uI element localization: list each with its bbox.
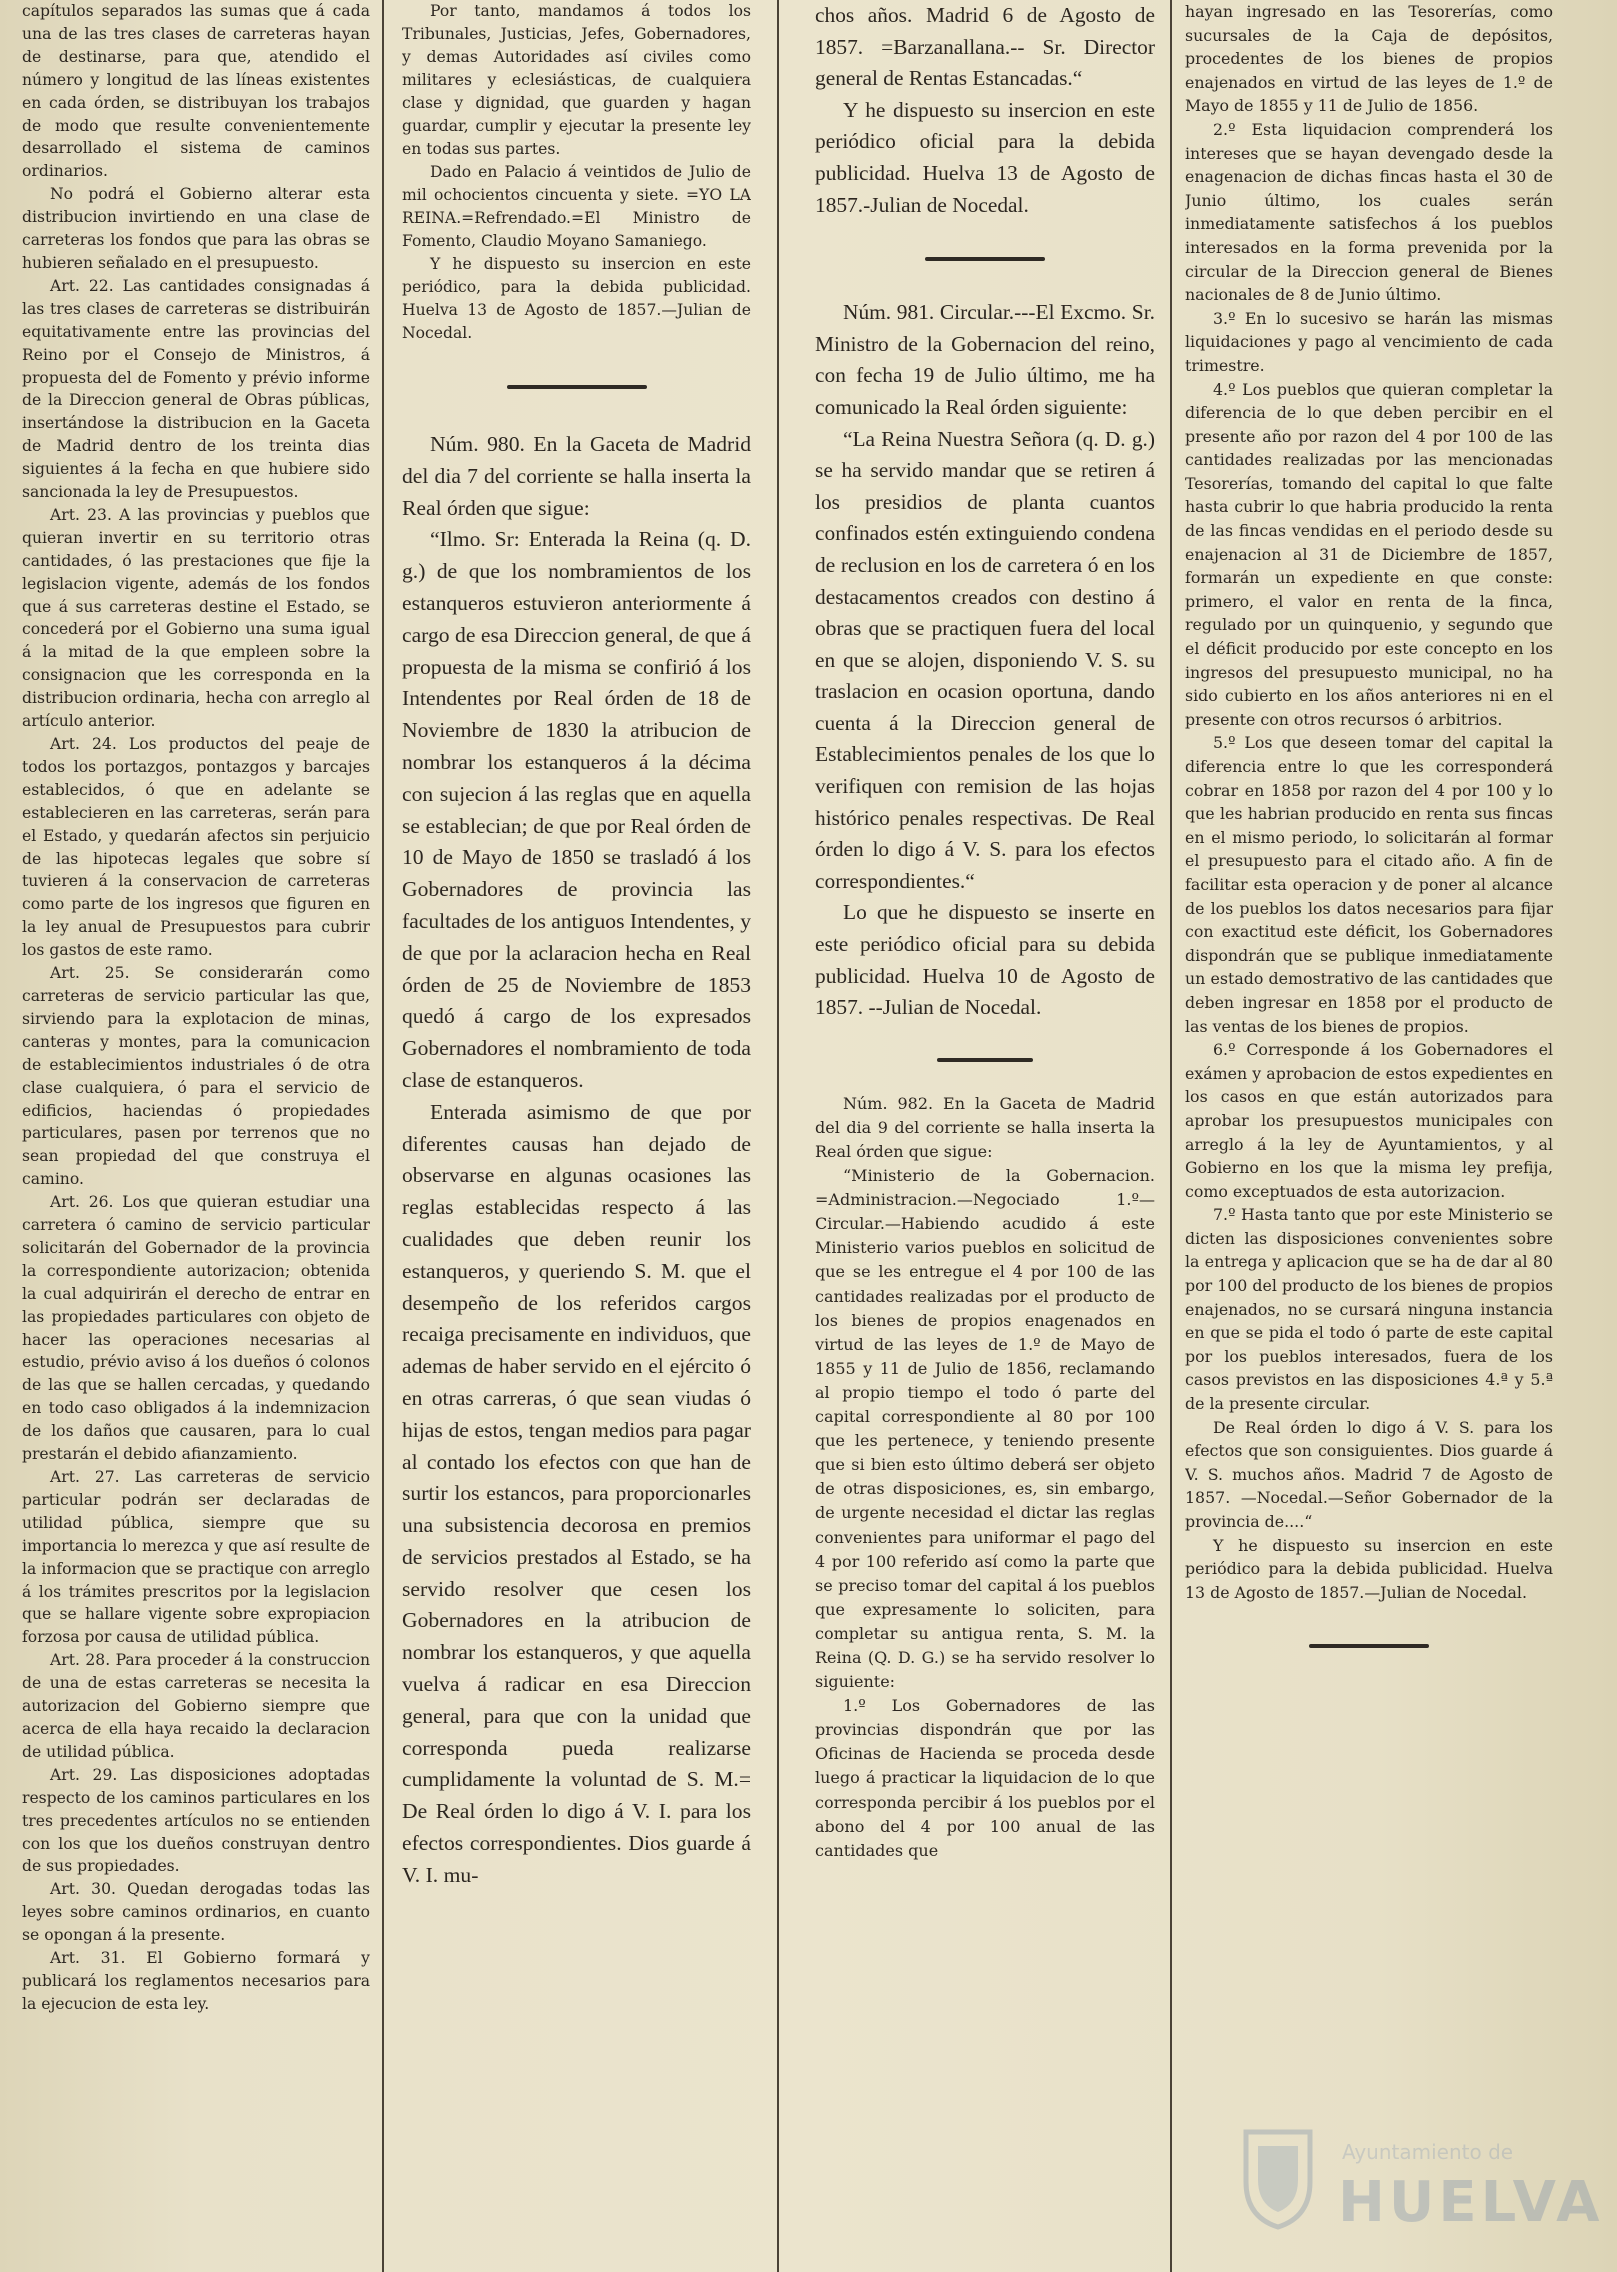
article-28: Art. 28. Para proceder á la construccion de una de estas carreteras se necesita la autorizacion del Gobierno siempre que acerca de ella haya recaido la declaracion de utilidad pública. [22,1651,370,1761]
col4-paragraph-1: hayan ingresado en las Tesorerías, como sucursales de la Caja de depósitos, procedentes de los bienes de propios enajenados en virtud de las leyes de 1.º de Mayo de 1855 y 11 de Julio de 1856. [1185,2,1553,116]
col1-paragraph-2: No podrá el Gobierno alterar esta distribucion invirtiendo en una clase de carreteras los fondos que para las obras se hubieren señalado en el presupuesto. [22,185,370,272]
article-23: Art. 23. A las provincias y pueblos que quieran invertir en su territorio otras cantidades, ó las prestaciones que fije la legislacion vigente, además de los fondos que á sus carreteras destine el Estado, se concederá por el Gobierno una suma igual á la mitad de la que empleen sobre la consignacion que les corresponda en la distribucion ordinaria, hecha con arreglo al artículo anterior. [22,505,370,731]
separator-rule [507,385,647,389]
notice-980-body-2: Enterada asimismo de que por diferentes causas han dejado de observarse en algunas ocasiones las reglas establecidas respecto á las cualidades que deben reunir los estanqueros, y queriendo S. M. que el desempeño de los referidos cargos recaiga precisamente en individuos, que ademas de haber servido en el ejército ó en otras carreras, ó que sean viudas ó hijas de estos, tengan medios para pagar al contado los efectos con que han de surtir los estancos, para proporcionarles una subsistencia decorosa en premios de servicios prestados al Estado, se ha servido resolver que cesen los Gobernadores en la atribucion de nombrar los estanqueros, y que aquella vuelva á radicar en esa Direccion general, para que con la unidad que corresponda pueda realizarse cumplidamente la voluntad de S. M.= De Real órden lo digo á V. I. para los efectos correspondientes. Dios guarde á V. I. mu- [402,1099,751,1887]
col3-paragraph-2: Y he dispuesto su insercion en este periódico oficial para la debida publicidad. Huelva 13 de Agosto de 1857.-Julian de Nocedal. [815,97,1155,217]
column-2 [402,0,751,2272]
separator-rule [937,1058,1033,1062]
notice-982-body: “Ministerio de la Gobernacion. =Administracion.—Negociado 1.º—Circular.—Habiendo acudido á este Ministerio varios pueblos en solicitud de que se les entregue el 4 por 100 de las cantidades realizadas por el producto de los bienes de propios enagenados en virtud de las leyes de 1.º de Mayo de 1855 y 11 de Julio de 1856, reclamando al propio tiempo el todo ó parte del capital correspondiente al 80 por 100 que les pertenece, y teniendo presente que si bien esto último deberá ser objeto de otras disposiciones, es, sin embargo, de urgente necesidad el dictar las reglas convenientes para uniformar el pago del 4 por 100 referido así como la parte que se preciso tomar del capital á los pueblos que expresamente lo soliciten, para completar su antigua renta, S. M. la Reina (Q. D. G.) se ha servido resolver lo siguiente: [815,1166,1155,1692]
article-27: Art. 27. Las carreteras de servicio particular podrán ser declaradas de utilidad pública, siempre que su importancia lo merezca y que así resulte de la informacion que se practique con arreglo á los trámites prescritos por la legislacion que se hallare vigente sobre expropiacion forzosa por causa de utilidad pública. [22,1468,370,1647]
article-22: Art. 22. Las cantidades consignadas á las tres clases de carreteras se distribuirán equitativamente entre las provincias del Reino por el Consejo de Ministros, á propuesta del de Fomento y prévio informe de la Direccion general de Obras públicas, insertándose la distribucion en la Gaceta de Madrid dentro de los treinta dias siguientes á la fecha en que hubiere sido sancionada la ley de Presupuestos. [22,276,370,502]
notice-981-heading: Núm. 981. Circular.---El Excmo. Sr. Ministro de la Gobernacion del reino, con fecha 19 de Julio último, me ha comunicado la Real órden siguiente: [815,300,1155,419]
article-31: Art. 31. El Gobierno formará y publicará los reglamentos necesarios para la ejecucion de esta ley. [22,1949,370,2013]
article-24: Art. 24. Los productos del peaje de todos los portazgos, pontazgos y barcajes establecidos, ó que en adelante se establecieren en las carreteras, serán para el Estado, y quedarán afectos sin perjuicio de las hipotecas legales que sobre sí tuvieren á la conservacion de carreteras como parte de los ingresos que figuren en la ley anual de Presupuestos para cubrir los gastos de este ramo. [22,735,370,960]
notice-981-body: “La Reina Nuestra Señora (q. D. g.) se ha servido mandar que se retiren á los presidios de planta cuantos confinados estén extinguiendo condena de reclusion en los de carretera ó en los destacamentos creados con destino á obras que se practiquen fuera del local en que se alojen, disponiendo V. S. su traslacion en ocasion oportuna, dando cuenta á la Direccion general de Establecimientos penales de los que lo verifiquen con remision de las hojas histórico penales respectivas. De Real órden lo digo á V. S. para los efectos correspondientes.“ [815,426,1155,893]
article-30: Art. 30. Quedan derogadas todas las leyes sobre caminos ordinarios, en cuanto se opongan á la presente. [22,1880,370,1945]
watermark-name: HUELVA [1338,2170,1604,2235]
publication-note: Y he dispuesto su insercion en este periódico para la debida publicidad. Huelva 13 de Agosto de 1857.—Julian de Nocedal. [1185,1535,1553,1602]
column-rule-2 [777,0,779,2272]
item-3: 3.º En lo sucesivo se harán las mismas liquidaciones y pago al vencimiento de cada trimestre. [1185,308,1553,375]
article-26: Art. 26. Los que quieran estudiar una carretera ó camino de servicio particular solicitarán del Gobernador de la provincia la correspondiente autorizacion; obtenida la cual adquirirán el derecho de entrar en las propiedades particulares con objeto de hacer las operaciones necesarias al estudio, prévio aviso á los dueños ó colonos de las que se hallen cercadas, y quedando en todo caso obligados á la indemnizacion de los daños que causaren, para lo cual prestarán el debido afianzamiento. [22,1193,370,1464]
col2-paragraph-1: Por tanto, mandamos á todos los Tribunales, Justicias, Jefes, Gobernadores, y demas Autoridades así civiles como militares y eclesiásticas, de cualquiera clase y dignidad, que guarden y hagan guardar, cumplir y ejecutar la presente ley en todas sus partes. [402,2,751,158]
article-29: Art. 29. Las disposiciones adoptadas respecto de los caminos particulares en los tres precedentes artículos no se entienden con los que los dueños construyan dentro de sus propiedades. [22,1765,370,1876]
notice-982-item-1: 1.º Los Gobernadores de las provincias dispondrán que por las Oficinas de Hacienda se proceda desde luego á practicar la liquidacion de lo que corresponda percibir á los pueblos por el abono del 4 por 100 anual de las cantidades que [815,1696,1155,1860]
notice-981-closing: Lo que he dispuesto se inserte en este periódico oficial para su debida publicidad. Huelva 10 de Agosto de 1857. --Julian de Nocedal. [815,900,1155,1020]
article-25: Art. 25. Se considerarán como carreteras de servicio particular las que, sirviendo para la explotacion de minas, canteras y montes, para la comunicacion de establecimientos industriales ó de otra clase cualquiera, ó para el servicio de edificios, haciendas ó propiedades particulares, pasen por terrenos que no sean propiedad del que construya el camino. [22,964,370,1189]
col3-paragraph-1: chos años. Madrid 6 de Agosto de 1857. =Barzanallana.-- Sr. Director general de Rentas Estancadas.“ [815,3,1155,91]
column-1 [22,0,370,2272]
watermark-caption: Ayuntamiento de [1342,2140,1514,2164]
notice-980-heading: Núm. 980. En la Gaceta de Madrid del dia 7 del corriente se halla inserta la Real órden que sigue: [402,432,751,520]
col2-paragraph-3: Y he dispuesto su insercion en este periódico, para la debida publicidad. Huelva 13 de Agosto de 1857.—Julian de Nocedal. [402,255,751,342]
column-4 [1185,0,1553,2272]
column-rule-1 [382,0,384,2272]
closing-formula: De Real órden lo digo á V. S. para los efectos que son consiguientes. Dios guarde á V. S. muchos años. Madrid 7 de Agosto de 1857. —Nocedal.—Señor Gobernador de la provincia de....“ [1185,1417,1553,1531]
item-7: 7.º Hasta tanto que por este Ministerio se dicten las disposiciones convenientes sobre la entrega y aplicacion que se ha de dar al 80 por 100 del producto de los bienes de propios enajenados, no se cursará ninguna instancia en que se pida el todo ó parte de este capital por los pueblos interesados, fuera de los casos previstos en las disposiciones 4.ª y 5.ª de la presente circular. [1185,1205,1553,1414]
column-3 [815,0,1155,2272]
huelva-watermark [1238,2122,1604,2242]
column-rule-3 [1170,0,1172,2272]
separator-rule [1309,1644,1429,1648]
col2-paragraph-2: Dado en Palacio á veintidos de Julio de mil ochocientos cincuenta y siete. =YO LA REINA.=Refrendado.=El Ministro de Fomento, Claudio Moyano Samaniego. [402,163,751,250]
item-5: 5.º Los que deseen tomar del capital la diferencia entre lo que les corresponderá cobrar en 1858 por razon del 4 por 100 y lo que les habrian producido en renta sus fincas en el mismo periodo, lo solicitarán al formar el presupuesto para el citado año. A fin de facilitar esta operacion y de poner al alcance de los pueblos los datos necesarios para fijar con exactitud este déficit, los Gobernadores dispondrán que se publique inmediatamente un estado demostrativo de las cantidades que deben ingresar en 1858 por el producto de las ventas de los bienes de propios. [1185,733,1553,1036]
coat-of-arms-icon [1238,2122,1318,2232]
item-2: 2.º Esta liquidacion comprenderá los intereses que se hayan devengado desde la enagenacion de dichas fincas hasta el 30 de Junio último, los cuales serán inmediatamente satisfechos á los pueblos interesados en la forma prevenida por la circular de la Direccion general de Bienes nacionales de 8 de Junio último. [1185,119,1553,305]
col1-paragraph-1: capítulos separados las sumas que á cada una de las tres clases de carreteras hayan de destinarse, para que, atendido el número y longitud de las líneas existentes en cada órden, se distribuyan los trabajos de modo que resulte convenientemente desarrollado el sistema de caminos ordinarios. [22,2,370,181]
item-4: 4.º Los pueblos que quieran completar la diferencia de lo que deben percibir en el presente año por razon del 4 por 100 de las cantidades realizadas por las mencionadas Tesorerías, tomando del capital lo que falte hasta cubrir lo que habria producido la renta de las fincas vendidas en el periodo desde su enajenacion al 31 de Diciembre de 1857, formarán un expediente en que conste: primero, el valor en renta de la finca, regulado por un quinquenio, y segundo que el déficit producido por este concepto en los ingresos del presupuesto municipal, no ha sido cubierto en los años anteriores ni en el presente con otros recursos ó arbitrios. [1185,379,1553,729]
notice-982-heading: Núm. 982. En la Gaceta de Madrid del dia 9 del corriente se halla inserta la Real órden que sigue: [815,1093,1155,1161]
item-6: 6.º Corresponde á los Gobernadores el exámen y aprobacion de estos expedientes en los casos en que están autorizados para aprobar los presupuestos municipales con arreglo á la ley de Ayuntamientos, y al Gobierno en los que la misma ley prefija, como exceptuados de esta autorizacion. [1185,1040,1553,1201]
separator-rule [925,257,1045,261]
notice-980-body-1: “Ilmo. Sr: Enterada la Reina (q. D. g.) de que los nombramientos de los estanqueros estuvieron anteriormente á cargo de esa Direccion general, de que á propuesta de la misma se confirió á los Intendentes por Real órden de 18 de Noviembre de 1830 la atribucion de nombrar los estanqueros á la décima con sujecion á las reglas que en aquella se establecian; de que por Real órden de 10 de Mayo de 1850 se trasladó á los Gobernadores de provincia las facultades de los antiguos Intendentes, y de que por la aclaracion hecha en Real órden de 25 de Noviembre de 1853 quedó á cargo de los expresados Gobernadores el nombramiento de toda clase de estanqueros. [402,527,751,1092]
